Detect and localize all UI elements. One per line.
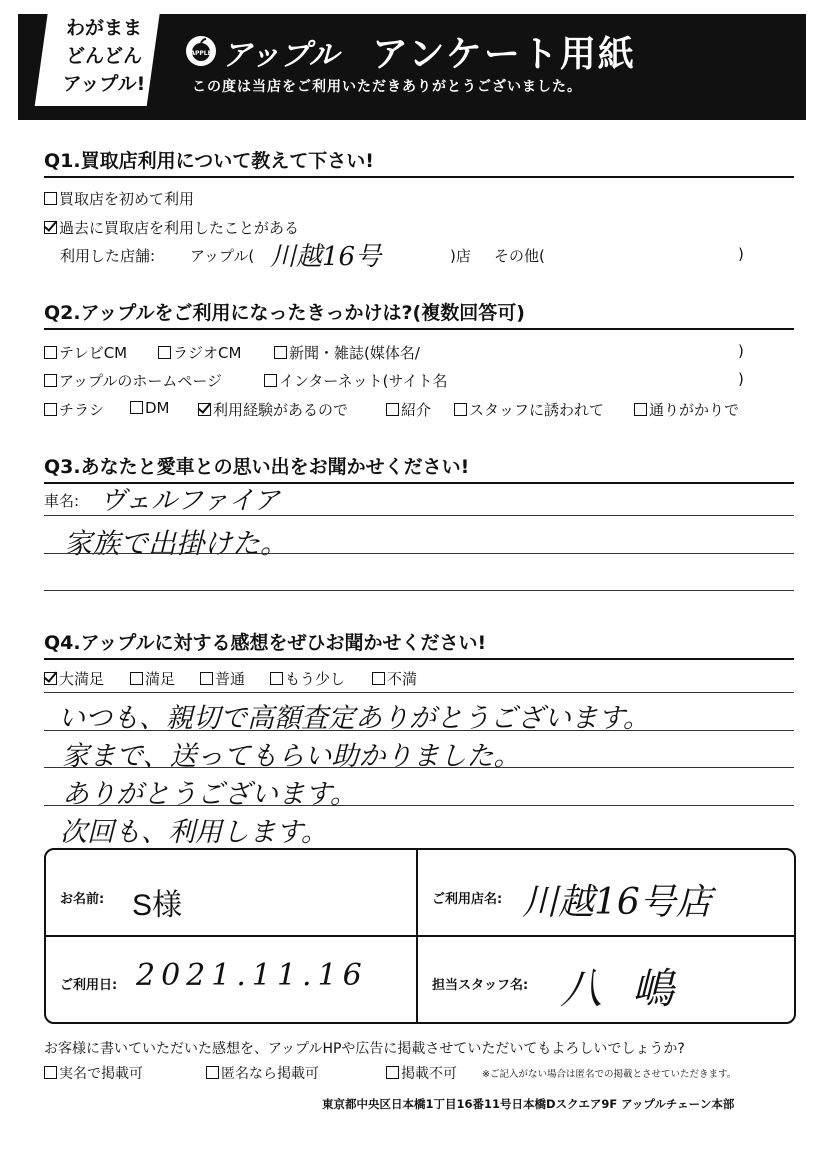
staff-name-label: 担当スタッフ名: (432, 978, 529, 993)
q4-comment-line-1: いつも、親切で高額査定ありがとうございます。 (58, 703, 650, 734)
q2-option-internet[interactable]: インターネット(サイト名 (264, 370, 447, 391)
q3-car-label: 車名: (44, 492, 80, 510)
q1-option-used-before[interactable]: 過去に買取店を利用したことがある (44, 217, 299, 238)
store-name-label: ご利用店名: (432, 892, 503, 907)
q4-line-0 (44, 692, 794, 693)
q2-option-passing-by[interactable]: 通りがかりで (634, 399, 739, 420)
checkbox[interactable] (44, 1066, 57, 1079)
q4-option-dissatisfied[interactable]: 不満 (372, 668, 417, 689)
checkbox[interactable] (44, 346, 57, 359)
q4-rule (44, 658, 794, 660)
q4-heading: Q4.アップルに対する感想をぜひお聞かせください! (44, 632, 487, 654)
q3-memory-line-1: 家族で出掛けた。 (64, 527, 289, 560)
store-name-value: 川越16号店 (522, 882, 712, 923)
checkbox[interactable] (386, 1066, 399, 1079)
checkbox[interactable] (44, 374, 57, 387)
company-address: 東京都中央区日本橋1丁目16番11号日本橋Dスクエア9F アップルチェーン本部 (322, 1097, 735, 1111)
q3-line-2 (44, 553, 794, 554)
checkbox[interactable] (200, 672, 213, 685)
staff-name-value: 八嶋 (560, 964, 705, 1013)
checkbox[interactable] (264, 374, 277, 387)
page-title: アンケート用紙 (372, 34, 636, 75)
checkbox[interactable] (130, 401, 143, 414)
q1-store-suffix: )店 (450, 247, 471, 265)
q4-line-2 (44, 767, 794, 768)
checkbox-checked[interactable] (44, 221, 57, 234)
visit-date-value: 2021.11.16 (136, 958, 368, 993)
q2-option-homepage[interactable]: アップルのホームページ (44, 370, 222, 391)
q1-store-prefix: アップル( (190, 247, 255, 265)
consent-option-anonymous[interactable]: 匿名なら掲載可 (206, 1063, 319, 1083)
q4-option-so-so[interactable]: もう少し (270, 668, 345, 689)
q2-rule (44, 328, 794, 330)
checkbox[interactable] (454, 403, 467, 416)
page-subtitle: この度は当店をご利用いただきありがとうございました。 (192, 79, 582, 95)
q1-store-handwritten: 川越16号 (270, 242, 382, 272)
visit-date-label: ご利用日: (60, 978, 118, 993)
q3-line-1 (44, 515, 794, 516)
q4-option-very-satisfied[interactable]: 大満足 (44, 668, 104, 689)
q1-option-first-time[interactable]: 買取店を初めて利用 (44, 188, 194, 209)
q4-line-1 (44, 730, 794, 731)
slogan-text (54, 14, 154, 98)
checkbox[interactable] (44, 403, 57, 416)
checkbox[interactable] (372, 672, 385, 685)
slogan-line-1: わがまま (65, 17, 142, 39)
q1-heading: Q1.買取店利用について教えて下さい! (44, 150, 374, 172)
checkbox[interactable] (44, 192, 57, 205)
q2-option-flyer[interactable]: チラシ (44, 399, 104, 420)
q2-row2-close: ) (738, 370, 744, 388)
checkbox[interactable] (206, 1066, 219, 1079)
q2-option-newspaper[interactable]: 新聞・雑誌(媒体名/ (274, 342, 420, 363)
q4-line-3 (44, 805, 794, 806)
q3-heading: Q3.あなたと愛車との思い出をお聞かせください! (44, 456, 470, 478)
brand-logo-text: アップル (222, 38, 339, 73)
consent-option-not-allowed[interactable]: 掲載不可 (386, 1063, 457, 1083)
name-value: S様 (132, 889, 183, 922)
consent-note: ※ご記入がない場合は匿名での掲載とさせていただきます。 (482, 1069, 737, 1080)
checkbox[interactable] (386, 403, 399, 416)
q2-option-tv[interactable]: テレビCM (44, 342, 127, 363)
checkbox[interactable] (158, 346, 171, 359)
publish-consent-question: お客様に書いていただいた感想を、アップルHPや広告に掲載させていただいてもよろしいでしょうか? (44, 1041, 685, 1057)
checkbox-checked[interactable] (198, 403, 211, 416)
q2-option-dm[interactable]: DM (130, 399, 170, 417)
consent-option-real-name[interactable]: 実名で掲載可 (44, 1063, 143, 1083)
q4-comment-line-4: 次回も、利用します。 (60, 817, 328, 848)
q4-option-satisfied[interactable]: 満足 (130, 668, 175, 689)
q2-option-referral[interactable]: 紹介 (386, 399, 431, 420)
q4-comment-line-3: ありがとうございます。 (62, 779, 357, 810)
q1-rule (44, 176, 794, 178)
q2-option-staff[interactable]: スタッフに誘われて (454, 399, 604, 420)
slogan-line-2: どんどん (65, 45, 142, 67)
q2-option-radio[interactable]: ラジオCM (158, 342, 241, 363)
info-table-divider-h (44, 935, 794, 937)
checkbox[interactable] (130, 672, 143, 685)
slogan-line-3: アップル! (62, 73, 146, 95)
q4-comment-line-2: 家まで、送ってもらい助かりました。 (62, 741, 521, 772)
checkbox[interactable] (270, 672, 283, 685)
name-label: お名前: (60, 892, 105, 907)
q2-heading: Q2.アップルをご利用になったきっかけは?(複数回答可) (44, 302, 525, 324)
checkbox-checked[interactable] (44, 672, 57, 685)
q1-store-label: 利用した店舗: (60, 247, 156, 265)
q4-option-normal[interactable]: 普通 (200, 668, 245, 689)
apple-logo-icon (186, 36, 216, 66)
q1-other-label: その他( (494, 247, 545, 265)
q3-line-3 (44, 590, 794, 591)
q2-option-experience[interactable]: 利用経験があるので (198, 399, 348, 420)
checkbox[interactable] (634, 403, 647, 416)
q2-row1-close: ) (738, 342, 744, 360)
checkbox[interactable] (274, 346, 287, 359)
svg-text:APPLE: APPLE (190, 50, 212, 57)
q1-other-close: ) (738, 245, 744, 263)
q3-car-handwritten: ヴェルファイア (100, 486, 280, 516)
